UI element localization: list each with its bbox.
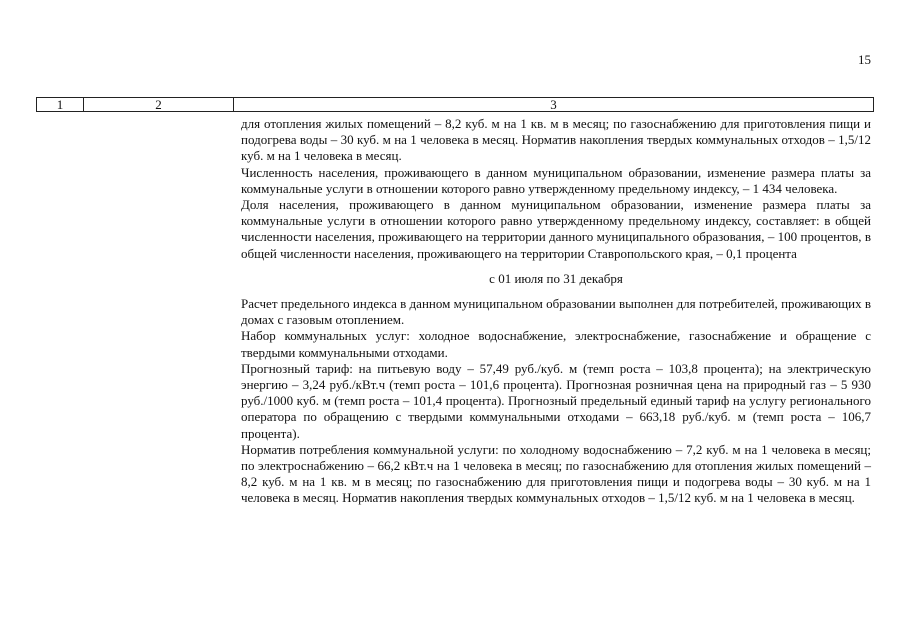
paragraph-population-count: Численность населения, проживающего в данном муниципальном образовании, изменение размера платы за коммунальные услуги в отношении которого равно утвержденному предельному индексу, – 1 434 человека. xyxy=(241,164,871,196)
period-heading: с 01 июля по 31 декабря xyxy=(489,270,623,286)
table-header-row xyxy=(36,97,874,112)
document-body xyxy=(241,116,871,507)
paragraph-services-set: Набор коммунальных услуг: холодное водоснабжение, электроснабжение, газоснабжение и обращение с твердыми коммунальными отходами. xyxy=(241,328,871,360)
table-header-col-1: 1 xyxy=(37,98,84,111)
paragraph-index-calculation: Расчет предельного индекса в данном муниципальном образовании выполнен для потребителей, проживающих в домах с газовым отоплением. xyxy=(241,296,871,328)
paragraph-tariffs: Прогнозный тариф: на питьевую воду – 57,49 руб./куб. м (темп роста – 103,8 процента); на электрическую энергию – 3,24 руб./кВт.ч (темп роста – 101,6 процента). Прогнозная розничная цена на природный газ – 5 930 руб./1000 куб. м (темп роста – 101,4 процента). Прогнозный предельный единый тариф на услугу регионального оператора по обращению с твердыми коммунальными отходами – 663,18 руб./куб. м (темп роста – 106,7 процента). xyxy=(241,360,871,441)
page-number: 15 xyxy=(858,52,871,67)
paragraph-population-share: Доля населения, проживающего в данном муниципальном образовании, изменение размера платы за коммунальные услуги в отношении которого равно утвержденному предельному индексу, составляет: в общей численности населения, проживающего на территории данного муниципального образования, – 100 процентов, в общей численности населения, проживающего на территории Ставропольского края, – 0,1 процента xyxy=(241,197,871,261)
table-header-col-2: 2 xyxy=(84,98,234,111)
paragraph-heating-norms: для отопления жилых помещений – 8,2 куб. м на 1 кв. м в месяц; по газоснабжению для приготовления пищи и подогрева воды – 30 куб. м на 1 человека в месяц. Норматив накопления твердых коммунальных отходов – 1,5/12 куб. м на 1 человека в месяц. xyxy=(241,116,871,164)
table-header-col-3: 3 xyxy=(550,97,557,112)
paragraph-consumption-norms: Норматив потребления коммунальной услуги: по холодному водоснабжению – 7,2 куб. м на 1 человека в месяц; по электроснабжению – 66,2 кВт.ч на 1 человека в месяц; по газоснабжению для отопления жилых помещений – 8,2 куб. м на 1 кв. м в месяц; по газоснабжению для приготовления пищи и подогрева воды – 30 куб. м на 1 человека в месяц. Норматив накопления твердых коммунальных отходов – 1,5/12 куб. м на 1 человека в месяц. xyxy=(241,441,871,506)
